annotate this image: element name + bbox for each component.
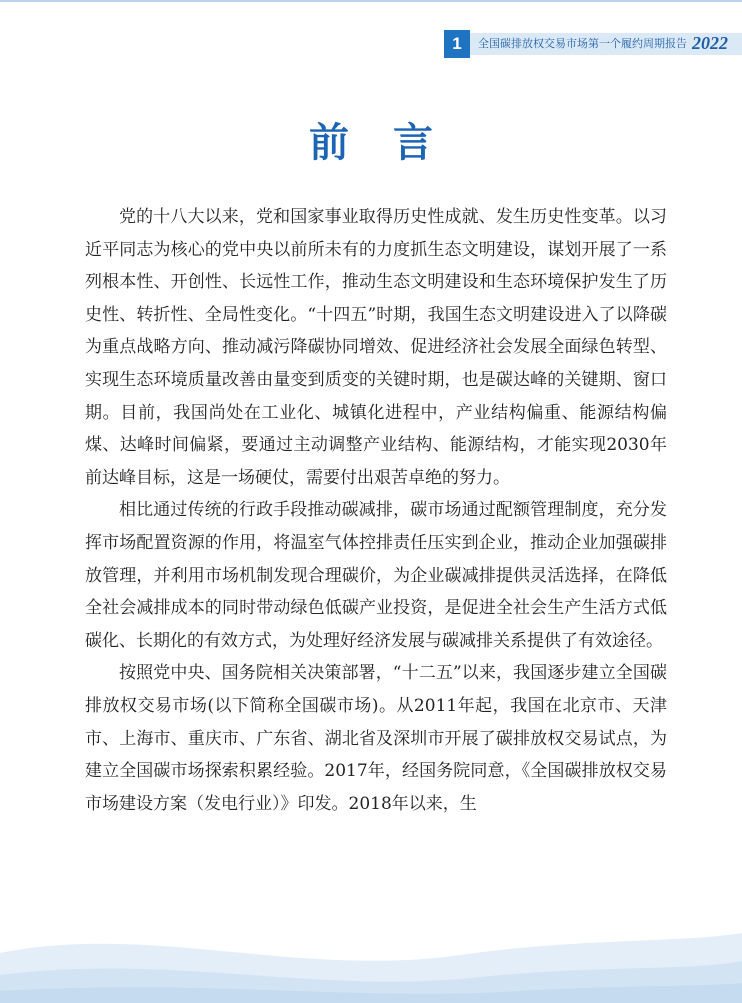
body-text <box>85 201 667 820</box>
paragraph-1: 党的十八大以来，党和国家事业取得历史性成就、发生历史性变革。以习近平同志为核心的党中央以前所未有的力度抓生态文明建设，谋划开展了一系列根本性、开创性、长远性工作，推动生态文明建设和生态环境保护发生了历史性、转折性、全局性变化。“十四五”时期，我国生态文明建设进入了以降碳为重点战略方向、推动减污降碳协同增效、促进经济社会发展全面绿色转型、实现生态环境质量改善由量变到质变的关键时期，也是碳达峰的关键期、窗口期。目前，我国尚处在工业化、城镇化进程中，产业结构偏重、能源结构偏煤、达峰时间偏紧，要通过主动调整产业结构、能源结构，才能实现2030年前达峰目标，这是一场硬仗，需要付出艰苦卓绝的努力。 <box>85 207 667 488</box>
running-header-title: 全国碳排放权交易市场第一个履约周期报告 <box>478 37 687 50</box>
top-border-line <box>0 0 742 2</box>
page-number: 1 <box>444 30 470 58</box>
page-title: 前言 <box>309 120 477 166</box>
paragraph-2: 相比通过传统的行政手段推动碳减排，碳市场通过配额管理制度，充分发挥市场配置资源的作用，将温室气体控排责任压实到企业，推动企业加强碳排放管理，并利用市场机制发现合理碳价，为企业碳减排提供灵活选择，在降低全社会减排成本的同时带动绿色低碳产业投资，是促进全社会生产生活方式低碳化、长期化的有效方式，为处理好经济发展与碳减排关系提供了有效途径。 <box>85 500 667 651</box>
running-header-year: 2022 <box>692 33 728 53</box>
bottom-wave-decoration <box>0 883 742 1003</box>
paragraph-3: 按照党中央、国务院相关决策部署，“十二五”以来，我国逐步建立全国碳排放权交易市场(以下简称全国碳市场)。从2011年起，我国在北京市、天津市、上海市、重庆市、广东省、湖北省及深圳市开展了碳排放权交易试点，为建立全国碳市场探索积累经验。2017年，经国务院同意，《全国碳排放权交易市场建设方案（发电行业）》印发。2018年以来，生 <box>85 663 667 814</box>
